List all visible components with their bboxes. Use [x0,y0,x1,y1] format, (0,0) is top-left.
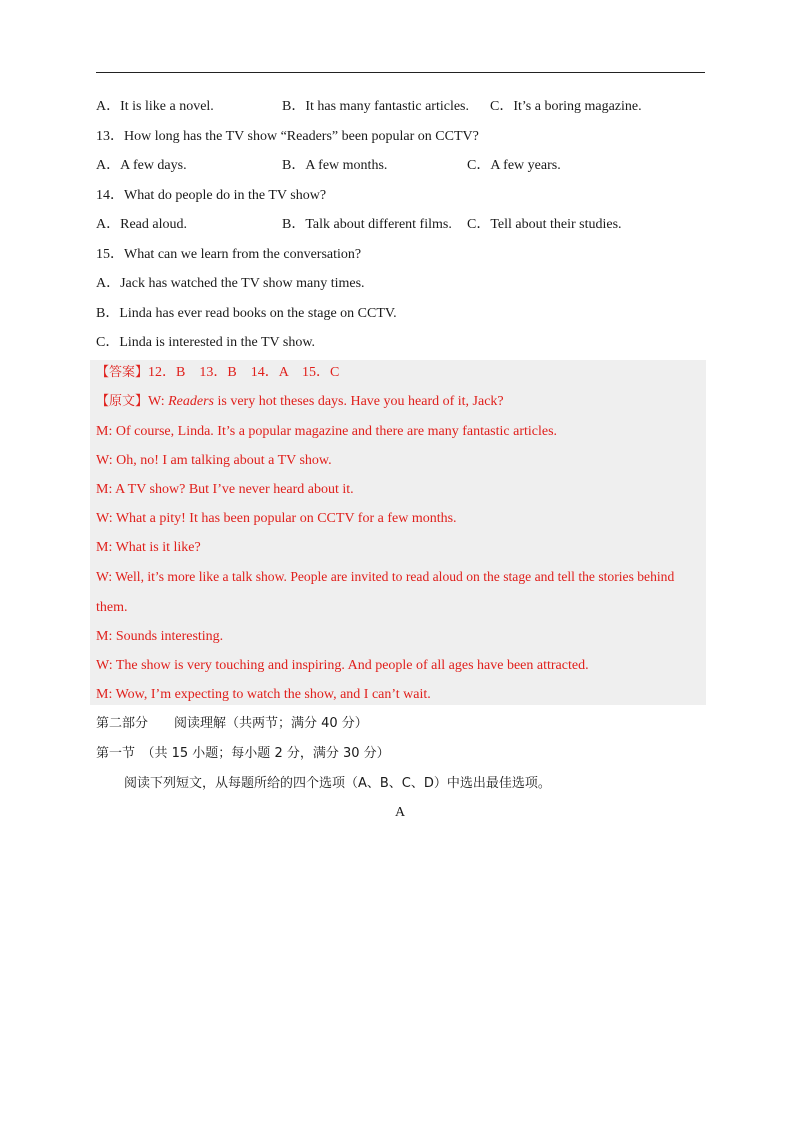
transcript-line-1 [96,393,504,411]
transcript-line-7: W: Well, it’s more like a talk show. People are invited to read aloud on the stage and tell the stories behind [96,569,675,584]
q15-question: 15．What can we learn from the conversation? [96,247,362,262]
q12-option-c: C．It’s a boring magazine. [490,99,642,114]
transcript-line-2: M: Of course, Linda. It’s a popular magazine and there are many fantastic articles. [96,424,558,439]
instruction-text: 阅读下列短文，从每题所给的四个选项（A、B、C、D）中选出最佳选项。 [124,776,551,791]
q15-option-a: A．Jack has watched the TV show many times. [96,276,365,291]
answer-panel [90,360,706,705]
transcript-line-10: M: Wow, I’m expecting to watch the show, and I can’t wait. [96,687,431,702]
transcript-line-1-rest: is very hot theses days. Have you heard of it, Jack? [214,394,504,409]
q14-option-b: B．Talk about different films. [282,217,452,232]
answer-text: 12．B 13．B 14．A 15．C [148,365,340,380]
q15-option-b: B．Linda has ever read books on the stage on CCTV. [96,306,397,321]
header-rule [96,72,705,73]
transcript-line-4: M: A TV show? But I’ve never heard about it. [96,482,354,497]
show-title: Readers [168,394,214,409]
transcript-line-7-cont: them. [96,600,128,615]
passage-label: A [394,805,406,820]
q12-option-a: A．It is like a novel. [96,99,214,114]
transcript-label: 【原文】 [96,394,149,409]
part-title: 第二部分 阅读理解（共两节；满分 40 分） [96,716,368,731]
q14-option-a: A．Read aloud. [96,217,187,232]
answer-label: 【答案】 [96,365,149,380]
q14-question: 14．What do people do in the TV show? [96,188,327,203]
q13-option-c: C．A few years. [467,158,561,173]
transcript-line-5: W: What a pity! It has been popular on CCTV for a few months. [96,511,457,526]
q15-option-c: C．Linda is interested in the TV show. [96,335,316,350]
q13-option-b: B．A few months. [282,158,388,173]
transcript-line-3: W: Oh, no! I am talking about a TV show. [96,453,332,468]
q13-option-a: A．A few days. [96,158,187,173]
section-subtitle: 第一节 （共 15 小题；每小题 2 分，满分 30 分） [96,746,390,761]
q13-question: 13．How long has the TV show “Readers” been popular on CCTV? [96,129,479,144]
answer-line [96,364,339,382]
transcript-line-9: W: The show is very touching and inspiring. And people of all ages have been attracted. [96,658,589,673]
speaker-prefix: W: [148,394,169,409]
transcript-line-8: M: Sounds interesting. [96,629,224,644]
q14-option-c: C．Tell about their studies. [467,217,622,232]
q12-option-b: B．It has many fantastic articles. [282,99,469,114]
transcript-line-6: M: What is it like? [96,540,201,555]
